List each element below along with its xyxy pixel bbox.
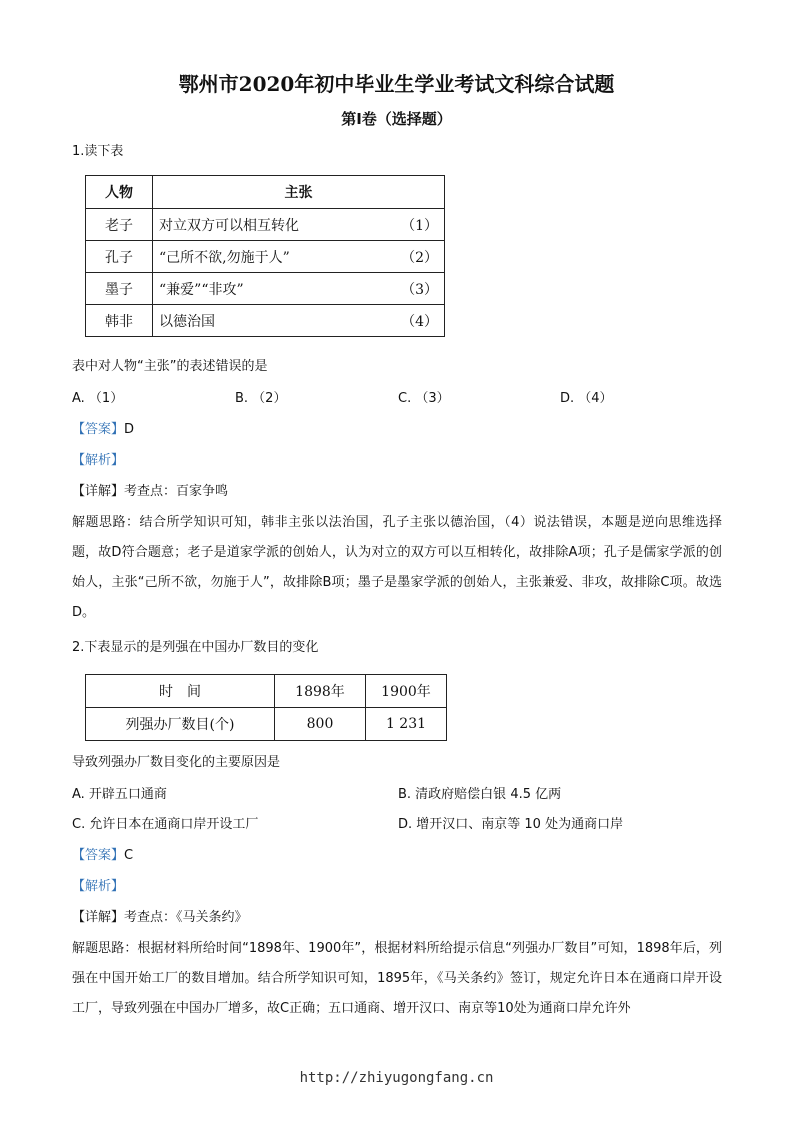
table-header-person: 人物 [86, 176, 153, 209]
table-row [86, 305, 445, 337]
claim-cell: 对立双方可以相互转化 [159, 217, 299, 234]
claim-cell: 以德治国 [159, 313, 215, 330]
claim-cell: “己所不欲,勿施于人” [159, 249, 290, 266]
footer-url: http://zhiyugongfang.cn [299, 1070, 494, 1086]
table-header-time: 时 间 [86, 675, 275, 708]
table-row [86, 209, 445, 241]
q2-answer [72, 846, 133, 866]
section-title: 第Ⅰ卷（选择题） [341, 110, 452, 128]
q2-detail: 【详解】考查点：《马关条约》 [72, 910, 248, 925]
q1-option-c: C. （3） [398, 391, 450, 406]
q2-option-c: C. 允许日本在通商口岸开设工厂 [72, 817, 259, 832]
page-title: 鄂州市2020年初中毕业生学业考试文科综合试题 [178, 72, 615, 96]
q1-option-d: D. （4） [560, 391, 613, 406]
claim-number: （3） [401, 281, 438, 298]
value-1898: 800 [275, 708, 366, 741]
value-1900: 1 231 [366, 708, 447, 741]
claim-cell: “兼爱”“非攻” [159, 281, 244, 298]
claim-number: （2） [401, 249, 438, 266]
q1-detail: 【详解】考查点：百家争鸣 [72, 484, 229, 499]
q1-stem: 1.读下表 [72, 144, 124, 159]
answer-value: C [124, 848, 134, 863]
q1-option-a: A. （1） [72, 391, 124, 406]
q2-question: 导致列强办厂数目变化的主要原因是 [72, 755, 281, 770]
q2-option-a: A. 开辟五口通商 [72, 787, 167, 802]
q1-explanation: 解题思路：结合所学知识可知，韩非主张以法治国，孔子主张以德治国，（4）说法错误，本题是逆向思维选择题，故D符合题意；老子是道家学派的创始人，认为对立的双方可以互相转化，故排除A项；孔子是儒家学派的创始人，主张“己所不欲，勿施于人”，故排除B项；墨子是墨家学派的创始人，主张兼爱、非攻，故排除C项。故选D。 [72, 515, 722, 620]
table-header-1898: 1898年 [275, 675, 366, 708]
table-row [86, 241, 445, 273]
table-row [86, 273, 445, 305]
person-cell: 韩非 [86, 305, 153, 337]
q2-table [85, 674, 447, 741]
q2-stem: 2.下表显示的是列强在中国办厂数目的变化 [72, 640, 319, 655]
claim-number: （4） [401, 313, 438, 330]
answer-tag: 【答案】 [72, 422, 125, 437]
answer-tag: 【答案】 [72, 848, 125, 863]
q1-answer [72, 420, 134, 440]
table-header-claim: 主张 [153, 176, 445, 209]
q1-table [85, 175, 445, 337]
q2-explanation: 解题思路：根据材料所给时间“1898年、1900年”，根据材料所给提示信息“列强办厂数目”可知，1898年后，列强在中国开始工厂的数目增加。结合所学知识可知，1895年，《马关条约》签订，规定允许日本在通商口岸开设工厂，导致列强在中国办厂增多，故C正确；五口通商、增开汉口、南京等10处为通商口岸允许外 [72, 941, 722, 1016]
claim-number: （1） [401, 217, 438, 234]
q1-question: 表中对人物“主张”的表述错误的是 [72, 359, 268, 374]
q2-option-b: B. 清政府赔偿白银 4.5 亿两 [398, 787, 562, 802]
q1-option-b: B. （2） [235, 391, 287, 406]
table-header-1900: 1900年 [366, 675, 447, 708]
person-cell: 墨子 [86, 273, 153, 305]
q1-analysis-tag: 【解析】 [72, 453, 125, 468]
person-cell: 孔子 [86, 241, 153, 273]
row-label: 列强办厂数目(个) [86, 708, 275, 741]
q2-analysis-tag: 【解析】 [72, 879, 125, 894]
q2-option-d: D. 增开汉口、南京等 10 处为通商口岸 [398, 817, 624, 832]
answer-value: D [124, 422, 135, 437]
table-row [86, 708, 447, 741]
person-cell: 老子 [86, 209, 153, 241]
